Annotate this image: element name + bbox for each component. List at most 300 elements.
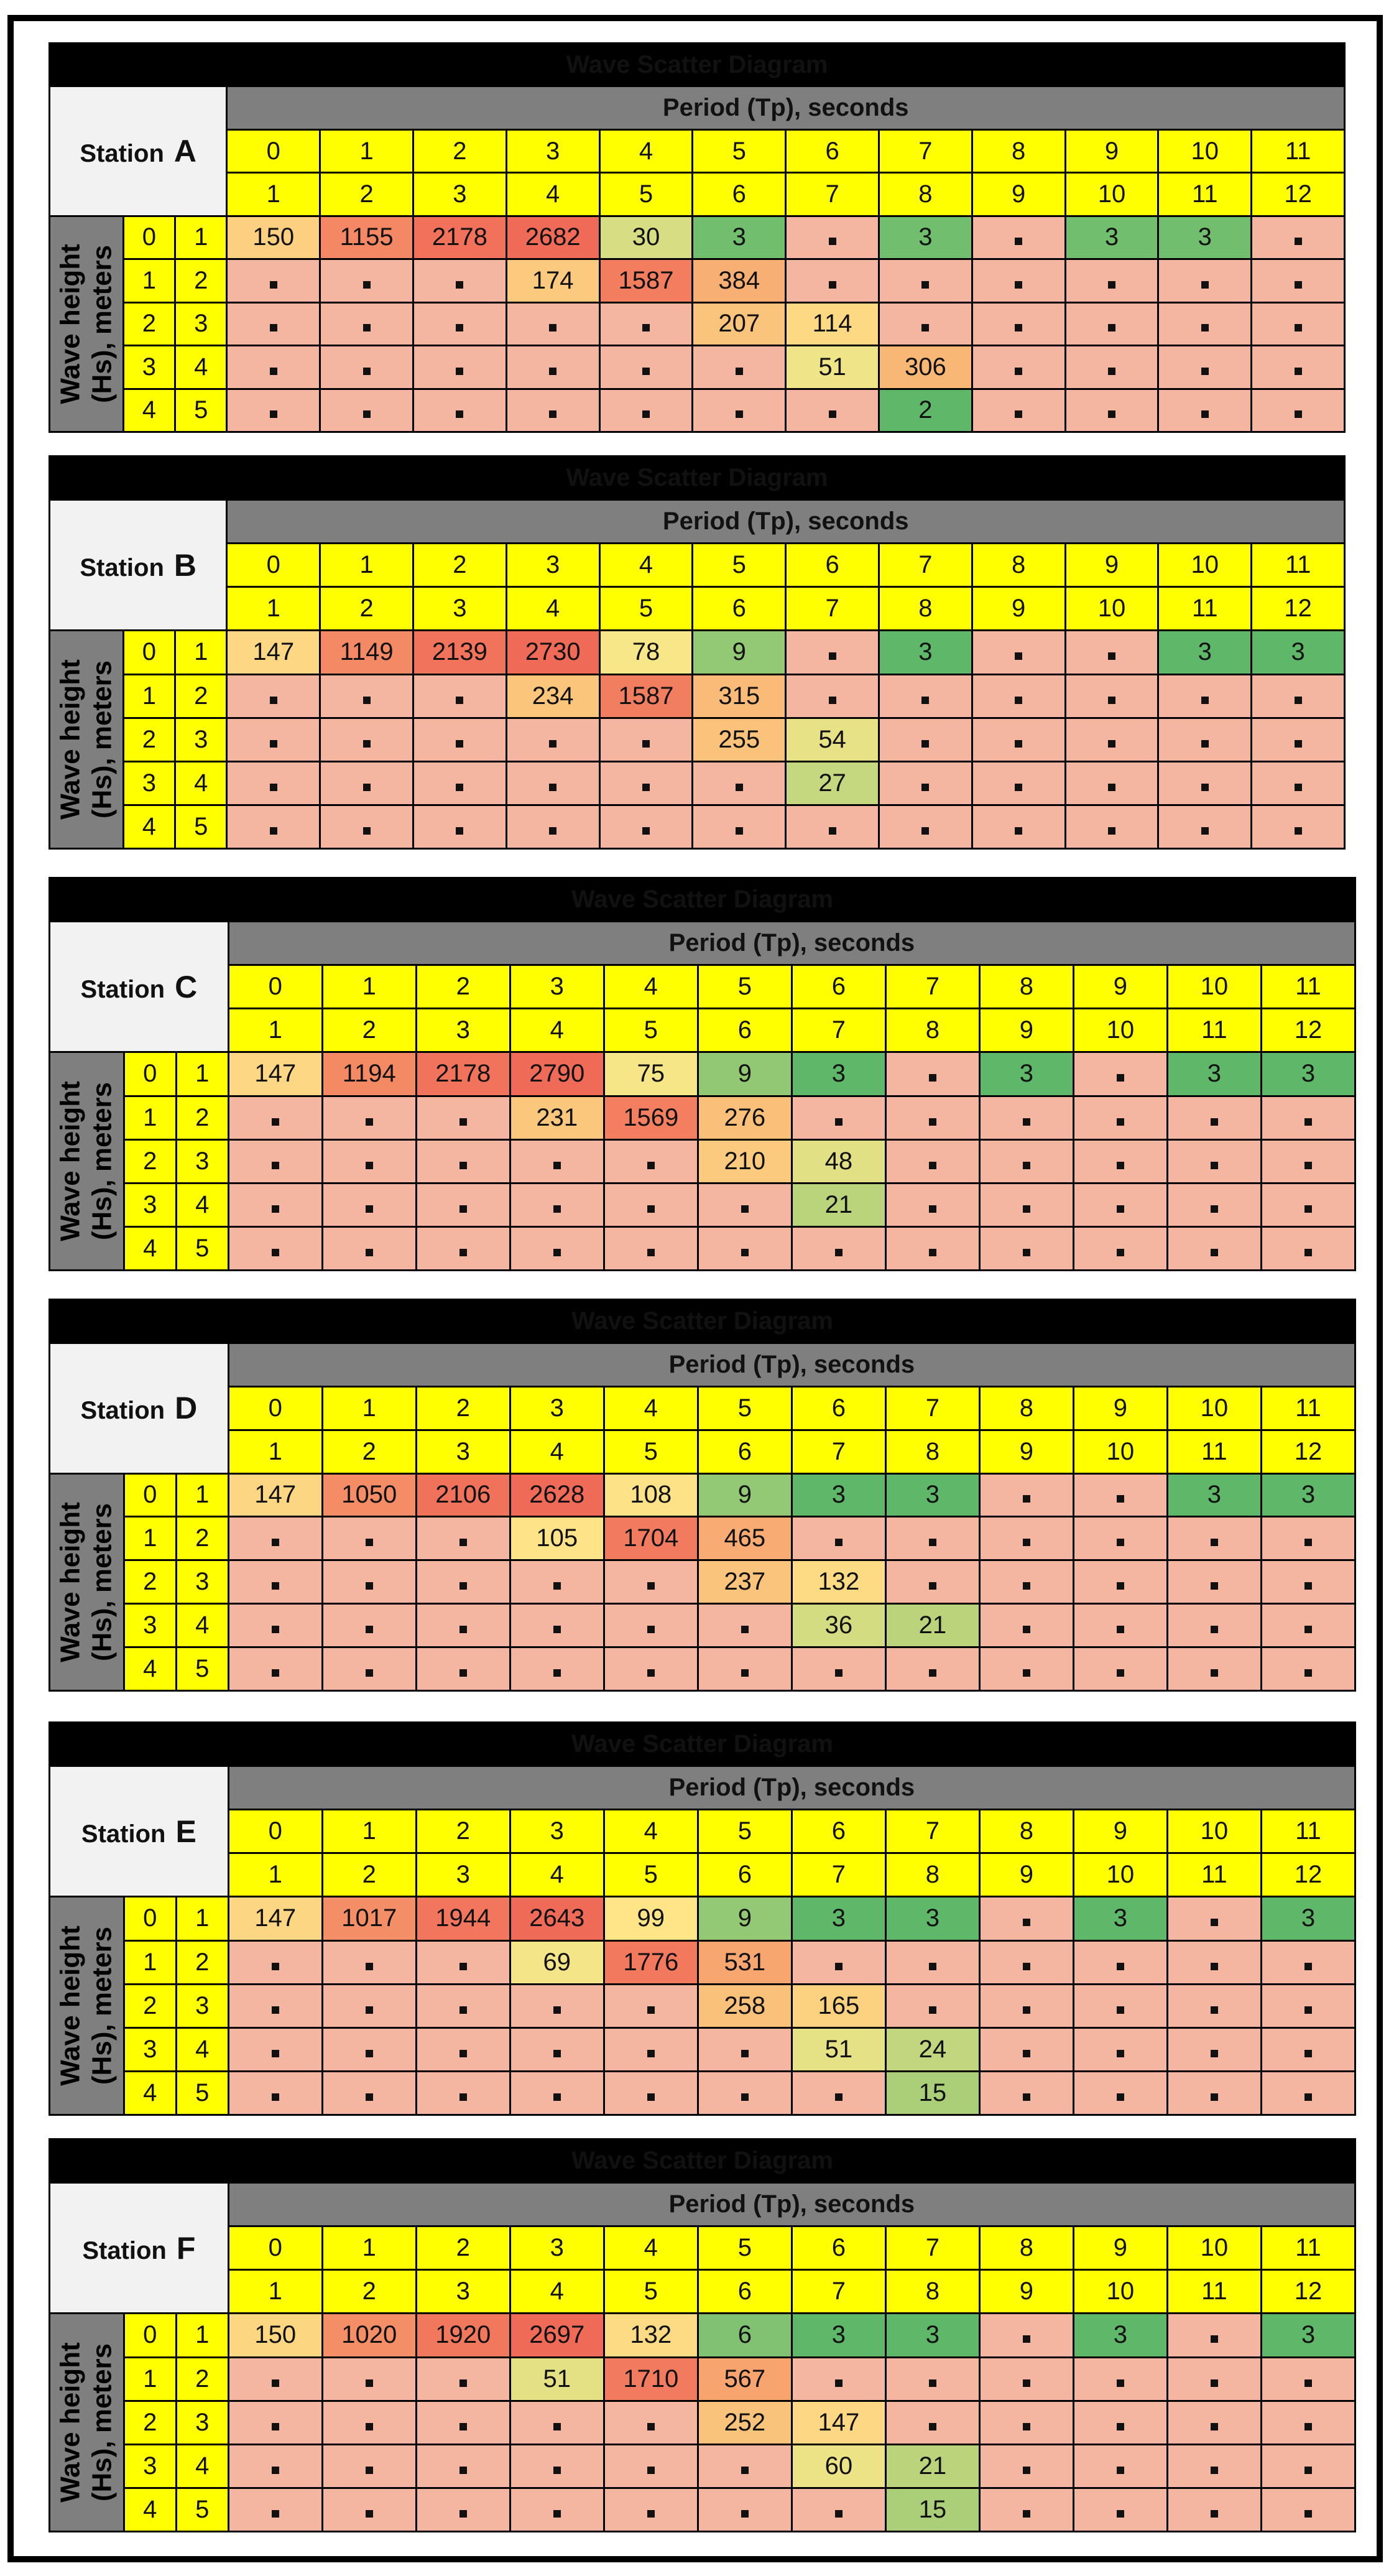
wave-height-label-line2: (Hs), meters (86, 244, 117, 404)
period-lower-bound: 9 (1073, 965, 1167, 1009)
empty-marker (1295, 784, 1302, 791)
data-cell: 147 (228, 1897, 322, 1940)
data-cell: 1776 (604, 1940, 698, 1984)
period-lower-bound: 6 (786, 544, 879, 587)
empty-marker (1117, 2423, 1124, 2430)
data-cell (1261, 1183, 1355, 1226)
empty-marker (1023, 1582, 1030, 1590)
empty-marker (929, 2423, 936, 2430)
empty-marker (1117, 1963, 1124, 1970)
station-cell (50, 86, 227, 216)
station-label: Station (82, 2236, 167, 2264)
empty-marker (1295, 697, 1302, 704)
period-upper-bound: 2 (322, 1853, 416, 1897)
hs-lower-bound: 1 (124, 1940, 176, 1984)
data-cell: 132 (604, 2314, 698, 2357)
data-cell (599, 302, 693, 345)
data-cell (506, 718, 599, 761)
period-lower-bound: 6 (792, 965, 885, 1009)
data-cell: 3 (1073, 1897, 1167, 1940)
hs-upper-bound: 3 (176, 2401, 228, 2444)
empty-marker (553, 2510, 561, 2518)
data-cell (1073, 2071, 1167, 2115)
data-cell (972, 389, 1065, 432)
empty-marker (363, 827, 371, 835)
data-cell (1073, 1984, 1167, 2027)
period-upper-bound: 7 (792, 1009, 885, 1052)
data-cell: 48 (792, 1139, 885, 1183)
empty-marker (1023, 1249, 1030, 1256)
data-cell (599, 389, 693, 432)
data-cell: 306 (879, 346, 972, 389)
data-cell (1261, 2071, 1355, 2115)
empty-marker (1201, 324, 1209, 331)
empty-marker (366, 1626, 373, 1633)
period-lower-bound: 10 (1158, 129, 1252, 172)
data-cell: 147 (228, 1052, 322, 1096)
empty-marker (1304, 1118, 1312, 1126)
empty-marker (929, 1249, 936, 1256)
empty-marker (1023, 1669, 1030, 1677)
period-lower-bound: 9 (1065, 544, 1158, 587)
period-upper-bound: 12 (1252, 173, 1345, 216)
data-cell (228, 1096, 322, 1139)
period-upper-bound: 9 (972, 587, 1065, 631)
empty-marker (363, 697, 371, 704)
data-cell (604, 2444, 698, 2488)
empty-marker (1023, 2510, 1030, 2518)
empty-marker (1211, 2510, 1218, 2518)
period-lower-bound: 10 (1158, 544, 1252, 587)
data-cell (320, 346, 413, 389)
empty-marker (553, 1626, 561, 1633)
data-cell (1065, 389, 1158, 432)
empty-marker (366, 2379, 373, 2387)
data-cell: 132 (792, 1560, 885, 1604)
data-cell (322, 1984, 416, 2027)
hs-lower-bound: 3 (123, 761, 175, 805)
data-cell (979, 1897, 1073, 1940)
data-cell: 1704 (604, 1517, 698, 1560)
data-cell (1073, 1517, 1167, 1560)
period-upper-bound: 12 (1261, 2270, 1355, 2314)
data-cell: 3 (885, 2314, 979, 2357)
data-cell (1167, 1647, 1261, 1691)
empty-marker (270, 324, 277, 331)
data-cell (320, 259, 413, 302)
empty-marker (553, 1205, 561, 1213)
data-cell: 105 (510, 1517, 604, 1560)
hs-upper-bound: 1 (175, 216, 227, 259)
data-cell (979, 1183, 1073, 1226)
hs-lower-bound: 0 (123, 216, 175, 259)
hs-lower-bound: 2 (124, 1984, 176, 2027)
data-cell (1073, 2444, 1167, 2488)
data-cell (1252, 389, 1345, 432)
data-cell (510, 1604, 604, 1647)
period-lower-bound: 6 (792, 1810, 885, 1853)
period-lower-bound: 8 (979, 1810, 1073, 1853)
data-cell (1167, 1604, 1261, 1647)
data-cell (979, 1647, 1073, 1691)
empty-marker (272, 1626, 279, 1633)
empty-marker (1108, 324, 1115, 331)
empty-marker (736, 368, 743, 375)
empty-marker (921, 784, 929, 791)
period-lower-bound: 11 (1261, 965, 1355, 1009)
empty-marker (1211, 1626, 1218, 1633)
data-cell (322, 2071, 416, 2115)
period-upper-bound: 12 (1261, 1009, 1355, 1052)
empty-marker (459, 1963, 467, 1970)
data-cell (1167, 2401, 1261, 2444)
empty-marker (741, 2050, 749, 2057)
empty-marker (272, 1539, 279, 1546)
data-cell: 234 (506, 674, 599, 718)
empty-marker (363, 281, 371, 289)
period-lower-bound: 5 (698, 2226, 792, 2270)
scatter-table (48, 42, 1346, 433)
data-cell (1073, 2401, 1167, 2444)
period-lower-bound: 0 (228, 1386, 322, 1430)
data-cell (885, 1096, 979, 1139)
data-cell (228, 1517, 322, 1560)
data-cell (885, 1984, 979, 2027)
hs-lower-bound: 3 (124, 2444, 176, 2488)
hs-upper-bound: 3 (175, 302, 227, 345)
empty-marker (1211, 1582, 1218, 1590)
period-header: Period (Tp), seconds (227, 86, 1345, 129)
data-cell (322, 1560, 416, 1604)
data-cell (416, 1984, 510, 2027)
empty-marker (456, 697, 463, 704)
empty-marker (647, 2423, 655, 2430)
data-cell: 2643 (510, 1897, 604, 1940)
data-cell (879, 761, 972, 805)
empty-marker (1211, 1919, 1218, 1926)
period-upper-bound: 3 (413, 587, 506, 631)
period-lower-bound: 6 (786, 129, 879, 172)
hs-upper-bound: 4 (175, 761, 227, 805)
data-cell: 3 (1261, 1052, 1355, 1096)
empty-marker (366, 2423, 373, 2430)
data-cell (228, 2401, 322, 2444)
wave-height-label-line2: (Hs), meters (86, 1503, 118, 1661)
data-cell (416, 2071, 510, 2115)
table-title: Wave Scatter Diagram (50, 456, 1345, 500)
empty-marker (1211, 2093, 1218, 2101)
data-cell (510, 2071, 604, 2115)
empty-marker (921, 827, 929, 835)
data-cell (1073, 2488, 1167, 2531)
period-upper-bound: 10 (1073, 1853, 1167, 1897)
data-cell (416, 1226, 510, 1270)
empty-marker (1117, 2379, 1124, 2387)
empty-marker (270, 697, 277, 704)
period-upper-bound: 3 (416, 1430, 510, 1473)
data-cell (792, 1226, 885, 1270)
empty-marker (366, 1249, 373, 1256)
empty-marker (741, 1249, 749, 1256)
station-cell (50, 1343, 229, 1473)
data-cell (979, 1940, 1073, 1984)
hs-lower-bound: 3 (124, 1183, 176, 1226)
empty-marker (456, 827, 463, 835)
data-cell (979, 2444, 1073, 2488)
empty-marker (1117, 1495, 1124, 1503)
data-cell: 210 (698, 1139, 792, 1183)
scatter-table (48, 2138, 1356, 2532)
data-cell (416, 1517, 510, 1560)
hs-upper-bound: 2 (176, 2357, 228, 2401)
data-cell (885, 1560, 979, 1604)
data-cell: 15 (885, 2071, 979, 2115)
wave-height-label (55, 244, 118, 404)
data-cell (792, 2488, 885, 2531)
wave-height-label-line1: Wave height (55, 1081, 86, 1241)
period-upper-bound: 5 (604, 1009, 698, 1052)
period-lower-bound: 0 (228, 965, 322, 1009)
data-cell (604, 2401, 698, 2444)
data-cell: 21 (885, 1604, 979, 1647)
wave-scatter-diagram-station-c (48, 877, 1356, 1271)
data-cell (413, 805, 506, 848)
station-cell (50, 2183, 229, 2314)
data-cell (228, 1560, 322, 1604)
period-upper-bound: 11 (1167, 2270, 1261, 2314)
hs-upper-bound: 5 (175, 389, 227, 432)
hs-upper-bound: 3 (176, 1984, 228, 2027)
data-cell (972, 761, 1065, 805)
empty-marker (642, 784, 650, 791)
data-cell (698, 2444, 792, 2488)
empty-marker (1304, 1626, 1312, 1633)
empty-marker (829, 697, 836, 704)
empty-marker (1117, 2006, 1124, 2014)
empty-marker (1304, 1162, 1312, 1169)
data-cell: 255 (693, 718, 786, 761)
hs-lower-bound: 0 (124, 1052, 176, 1096)
period-lower-bound: 8 (972, 544, 1065, 587)
hs-lower-bound: 4 (124, 2488, 176, 2531)
data-cell (1261, 1517, 1355, 1560)
period-upper-bound: 11 (1167, 1853, 1261, 1897)
data-cell (979, 2401, 1073, 2444)
data-cell: 1944 (416, 1897, 510, 1940)
table-title: Wave Scatter Diagram (50, 2139, 1355, 2183)
period-lower-bound: 8 (979, 2226, 1073, 2270)
data-cell (698, 1604, 792, 1647)
data-cell (879, 259, 972, 302)
data-cell (1158, 389, 1252, 432)
data-cell (979, 1226, 1073, 1270)
wave-height-label-line1: Wave height (55, 659, 86, 820)
period-upper-bound: 5 (604, 1853, 698, 1897)
data-cell: 99 (604, 1897, 698, 1940)
empty-marker (549, 740, 556, 748)
empty-marker (459, 1539, 467, 1546)
data-cell (1167, 1139, 1261, 1183)
hs-upper-bound: 3 (176, 1560, 228, 1604)
empty-marker (366, 2510, 373, 2518)
data-cell (1261, 2444, 1355, 2488)
data-cell (1167, 1984, 1261, 2027)
empty-marker (366, 2467, 373, 2474)
data-cell (1065, 718, 1158, 761)
data-cell (604, 1560, 698, 1604)
empty-marker (366, 2093, 373, 2101)
empty-marker (1117, 2093, 1124, 2101)
empty-marker (272, 2423, 279, 2430)
empty-marker (272, 2467, 279, 2474)
period-lower-bound: 2 (413, 129, 506, 172)
data-cell (1065, 259, 1158, 302)
empty-marker (921, 281, 929, 289)
period-lower-bound: 5 (698, 965, 792, 1009)
data-cell (1073, 1473, 1167, 1517)
data-cell (413, 346, 506, 389)
hs-lower-bound: 4 (124, 1226, 176, 1270)
empty-marker (1108, 281, 1115, 289)
hs-lower-bound: 4 (123, 805, 175, 848)
empty-marker (1304, 2510, 1312, 2518)
hs-upper-bound: 5 (175, 805, 227, 848)
data-cell (1167, 2314, 1261, 2357)
data-cell (322, 2488, 416, 2531)
period-upper-bound: 6 (693, 173, 786, 216)
period-upper-bound: 3 (416, 1853, 510, 1897)
period-lower-bound: 4 (604, 1810, 698, 1853)
empty-marker (642, 740, 650, 748)
empty-marker (459, 1205, 467, 1213)
period-header: Period (Tp), seconds (228, 922, 1355, 965)
data-cell: 147 (792, 2401, 885, 2444)
data-cell (416, 1139, 510, 1183)
data-cell: 54 (786, 718, 879, 761)
empty-marker (456, 324, 463, 331)
data-cell (413, 761, 506, 805)
station-letter: E (175, 1814, 196, 1849)
period-upper-bound: 9 (972, 173, 1065, 216)
empty-marker (1295, 368, 1302, 375)
empty-marker (270, 281, 277, 289)
hs-lower-bound: 3 (123, 346, 175, 389)
empty-marker (1015, 410, 1022, 418)
hs-upper-bound: 4 (176, 1183, 228, 1226)
period-upper-bound: 3 (413, 173, 506, 216)
empty-marker (553, 2050, 561, 2057)
hs-lower-bound: 2 (124, 2401, 176, 2444)
data-cell: 3 (879, 631, 972, 674)
data-cell (416, 2488, 510, 2531)
table-title: Wave Scatter Diagram (50, 44, 1345, 86)
data-cell (416, 1940, 510, 1984)
data-cell (1073, 1139, 1167, 1183)
empty-marker (829, 410, 836, 418)
data-cell (979, 1517, 1073, 1560)
period-lower-bound: 1 (322, 965, 416, 1009)
period-upper-bound: 7 (792, 1430, 885, 1473)
empty-marker (835, 2510, 843, 2518)
empty-marker (272, 2093, 279, 2101)
period-upper-bound: 5 (599, 587, 693, 631)
wave-scatter-diagram-station-e (48, 1721, 1356, 2116)
data-cell (413, 259, 506, 302)
data-cell (1073, 2357, 1167, 2401)
empty-marker (647, 2006, 655, 2014)
data-cell (885, 1940, 979, 1984)
data-cell (228, 2444, 322, 2488)
period-upper-bound: 3 (416, 1009, 510, 1052)
empty-marker (929, 1162, 936, 1169)
data-cell: 2178 (416, 1052, 510, 1096)
period-lower-bound: 7 (885, 1386, 979, 1430)
data-cell: 3 (1167, 1473, 1261, 1517)
period-upper-bound: 8 (879, 587, 972, 631)
data-cell: 3 (1073, 2314, 1167, 2357)
hs-lower-bound: 1 (123, 259, 175, 302)
data-cell (604, 1183, 698, 1226)
data-cell (228, 2027, 322, 2071)
wave-height-header (50, 1052, 124, 1271)
empty-marker (1295, 410, 1302, 418)
period-lower-bound: 3 (510, 1810, 604, 1853)
empty-marker (1108, 652, 1115, 660)
data-cell (972, 259, 1065, 302)
empty-marker (459, 1162, 467, 1169)
hs-upper-bound: 4 (175, 346, 227, 389)
wave-height-label-line2: (Hs), meters (86, 1927, 118, 2085)
data-cell (416, 2357, 510, 2401)
data-cell (972, 805, 1065, 848)
data-cell (322, 1604, 416, 1647)
data-cell (786, 631, 879, 674)
empty-marker (1117, 1669, 1124, 1677)
empty-marker (929, 1539, 936, 1546)
period-lower-bound: 1 (322, 2226, 416, 2270)
period-upper-bound: 5 (604, 1430, 698, 1473)
empty-marker (1295, 238, 1302, 245)
empty-marker (1117, 1539, 1124, 1546)
data-cell (693, 389, 786, 432)
empty-marker (1211, 1539, 1218, 1546)
empty-marker (272, 1669, 279, 1677)
empty-marker (1201, 410, 1209, 418)
data-cell (1261, 2027, 1355, 2071)
period-lower-bound: 4 (599, 544, 693, 587)
data-cell (227, 389, 320, 432)
data-cell (979, 2071, 1073, 2115)
data-cell (227, 302, 320, 345)
station-label: Station (80, 975, 165, 1003)
empty-marker (642, 368, 650, 375)
hs-upper-bound: 5 (176, 1647, 228, 1691)
data-cell: 3 (979, 1052, 1073, 1096)
wave-height-header (50, 2314, 124, 2532)
empty-marker (459, 1249, 467, 1256)
data-cell (228, 1647, 322, 1691)
data-cell (1158, 805, 1252, 848)
data-cell (322, 1226, 416, 1270)
empty-marker (1304, 1963, 1312, 1970)
empty-marker (459, 2467, 467, 2474)
data-cell: 150 (227, 216, 320, 259)
station-letter: F (176, 2230, 196, 2266)
data-cell (227, 259, 320, 302)
data-cell (979, 1560, 1073, 1604)
empty-marker (929, 1205, 936, 1213)
data-cell (979, 1604, 1073, 1647)
